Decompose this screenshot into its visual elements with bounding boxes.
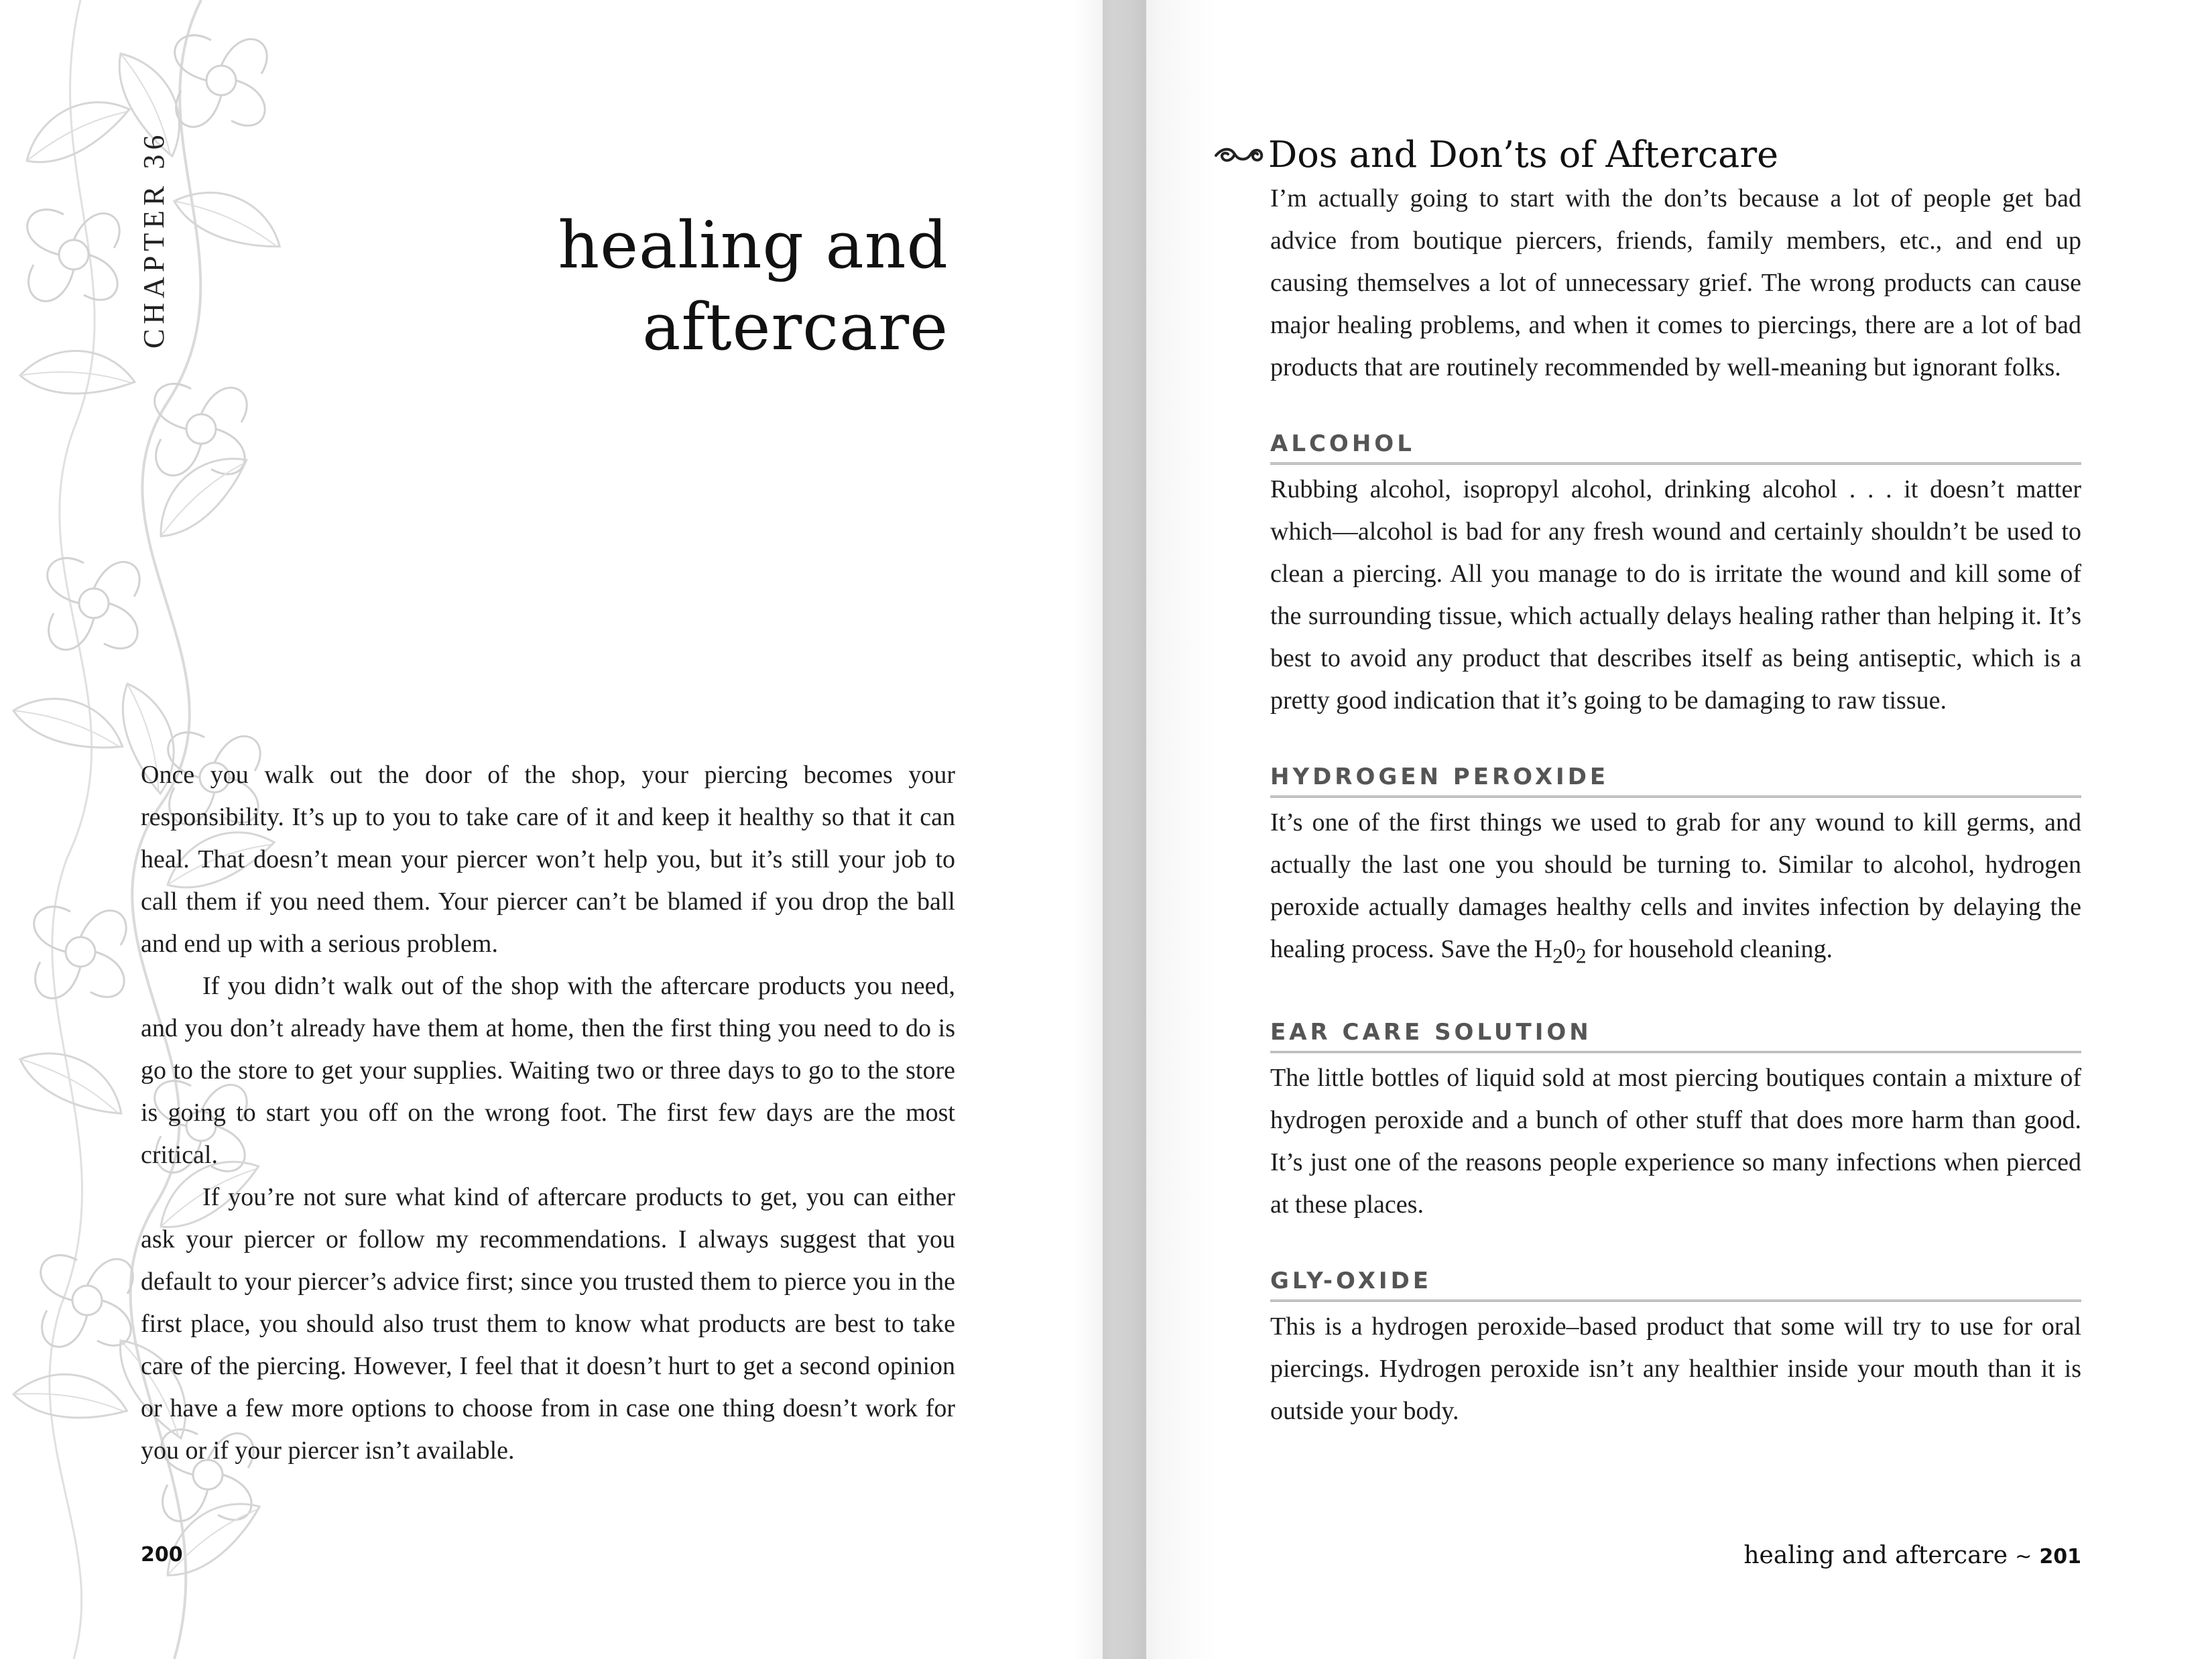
formula-sub-1: 2 — [1552, 944, 1563, 968]
body-paragraph-3: If you’re not sure what kind of aftercare products to get, you can either ask your piercer or follow my recommendations. I always suggest that you default to your piercer’s advice first; since you trusted them to pierce you in the first place, you should also trust them to know what products are best to take care of the piercing. However, I feel that it doesn’t hurt to get a second opinion or have a few more options to choose from in case one thing doesn’t work for you or if your piercer isn’t available. — [141, 1183, 955, 1465]
body-paragraph-2: If you didn’t walk out of the shop with the aftercare products you need, and you don’t already have them at home, then the first thing you need to do is go to the store to get your supplies. Waiting two or three days to go to the store is going to start you off on the wrong foot. The first few days are the most critical. — [141, 972, 955, 1169]
chapter-title-line-1: healing and — [558, 208, 948, 283]
footer-separator: ~ — [2015, 1545, 2032, 1569]
formula-h: H — [1534, 935, 1553, 963]
chapter-number-text: CHAPTER 36 — [137, 130, 170, 349]
paragraph-gly-oxide: This is a hydrogen peroxide–based product that some will try to use for oral piercings. Hydrogen peroxide isn’t any healthier inside your mouth than it is outside your body. — [1270, 1312, 2081, 1425]
paragraph-ear-care-solution: The little bottles of liquid sold at most piercing boutiques contain a mixture of hydrogen peroxide and a bunch of other stuff that does more harm than good. It’s just one of the reasons people experience so many infections when pierced at these places. — [1270, 1063, 2081, 1219]
hydrogen-peroxide-text-end: for household cleaning. — [1586, 935, 1833, 963]
page-number-left: 200 — [141, 1543, 183, 1566]
running-head: healing and aftercare — [1743, 1542, 2008, 1569]
intro-paragraph: I’m actually going to start with the don’ts because a lot of people get bad advice from boutique piercers, friends, family members, etc., and end up causing themselves a lot of unnecessary grief. The wrong products can cause major healing problems, and when it comes to piercings, there are a lot of bad products that are routinely recommended by well-meaning but ignorant folks. — [1270, 184, 2081, 381]
body-paragraph-1: Once you walk out the door of the shop, your piercing becomes your responsibility. It’s up to you to take care of it and keep it healthy so that it can heal. That doesn’t mean your piercer won’t help you, but it’s still your job to call them if you need them. Your piercer can’t be blamed if you drop the ball and end up with a serious problem. — [141, 761, 955, 958]
hydrogen-peroxide-text: It’s one of the first things we used to grab for any wound to kill germs, and actually the last one you should be turning to. Similar to alcohol, hydrogen peroxide actually damages healthy cells and invites infection by delaying the healing process. Save the — [1270, 808, 2081, 963]
paragraph-hydrogen-peroxide — [1270, 802, 2081, 977]
chapter-number-label — [127, 130, 181, 349]
subheading-gly-oxide: GLY-OXIDE — [1270, 1266, 2081, 1302]
right-body-column — [1270, 178, 2081, 1432]
formula-sub-2: 2 — [1575, 944, 1587, 968]
subheading-hydrogen-peroxide: HYDROGEN PEROXIDE — [1270, 762, 2081, 798]
page-number-right: 201 — [2039, 1545, 2081, 1569]
flourish-icon — [1213, 141, 1266, 168]
subheading-ear-care-solution: EAR CARE SOLUTION — [1270, 1018, 2081, 1053]
left-body-text — [141, 754, 955, 1472]
right-page — [1103, 0, 2212, 1659]
page-footer-right — [1743, 1542, 2081, 1569]
chapter-title-line-2: aftercare — [642, 290, 948, 365]
chapter-title — [345, 204, 948, 368]
formula-o: 0 — [1562, 935, 1576, 963]
gutter-shadow — [1072, 0, 1146, 1659]
section-title: Dos and Don’ts of Aftercare — [1268, 133, 1779, 176]
paragraph-alcohol: Rubbing alcohol, isopropyl alcohol, drinking alcohol . . . it doesn’t matter which—alcohol is bad for any fresh wound and certainly shouldn’t be used to clean a piercing. All you manage to do is irritate the wound and kill some of the surrounding tissue, which actually delays healing rather than helping it. It’s best to avoid any product that describes itself as being antiseptic, which is a pretty good indication that it’s going to be damaging to raw tissue. — [1270, 475, 2081, 715]
subheading-alcohol: ALCOHOL — [1270, 429, 2081, 465]
section-heading — [1213, 131, 1778, 178]
